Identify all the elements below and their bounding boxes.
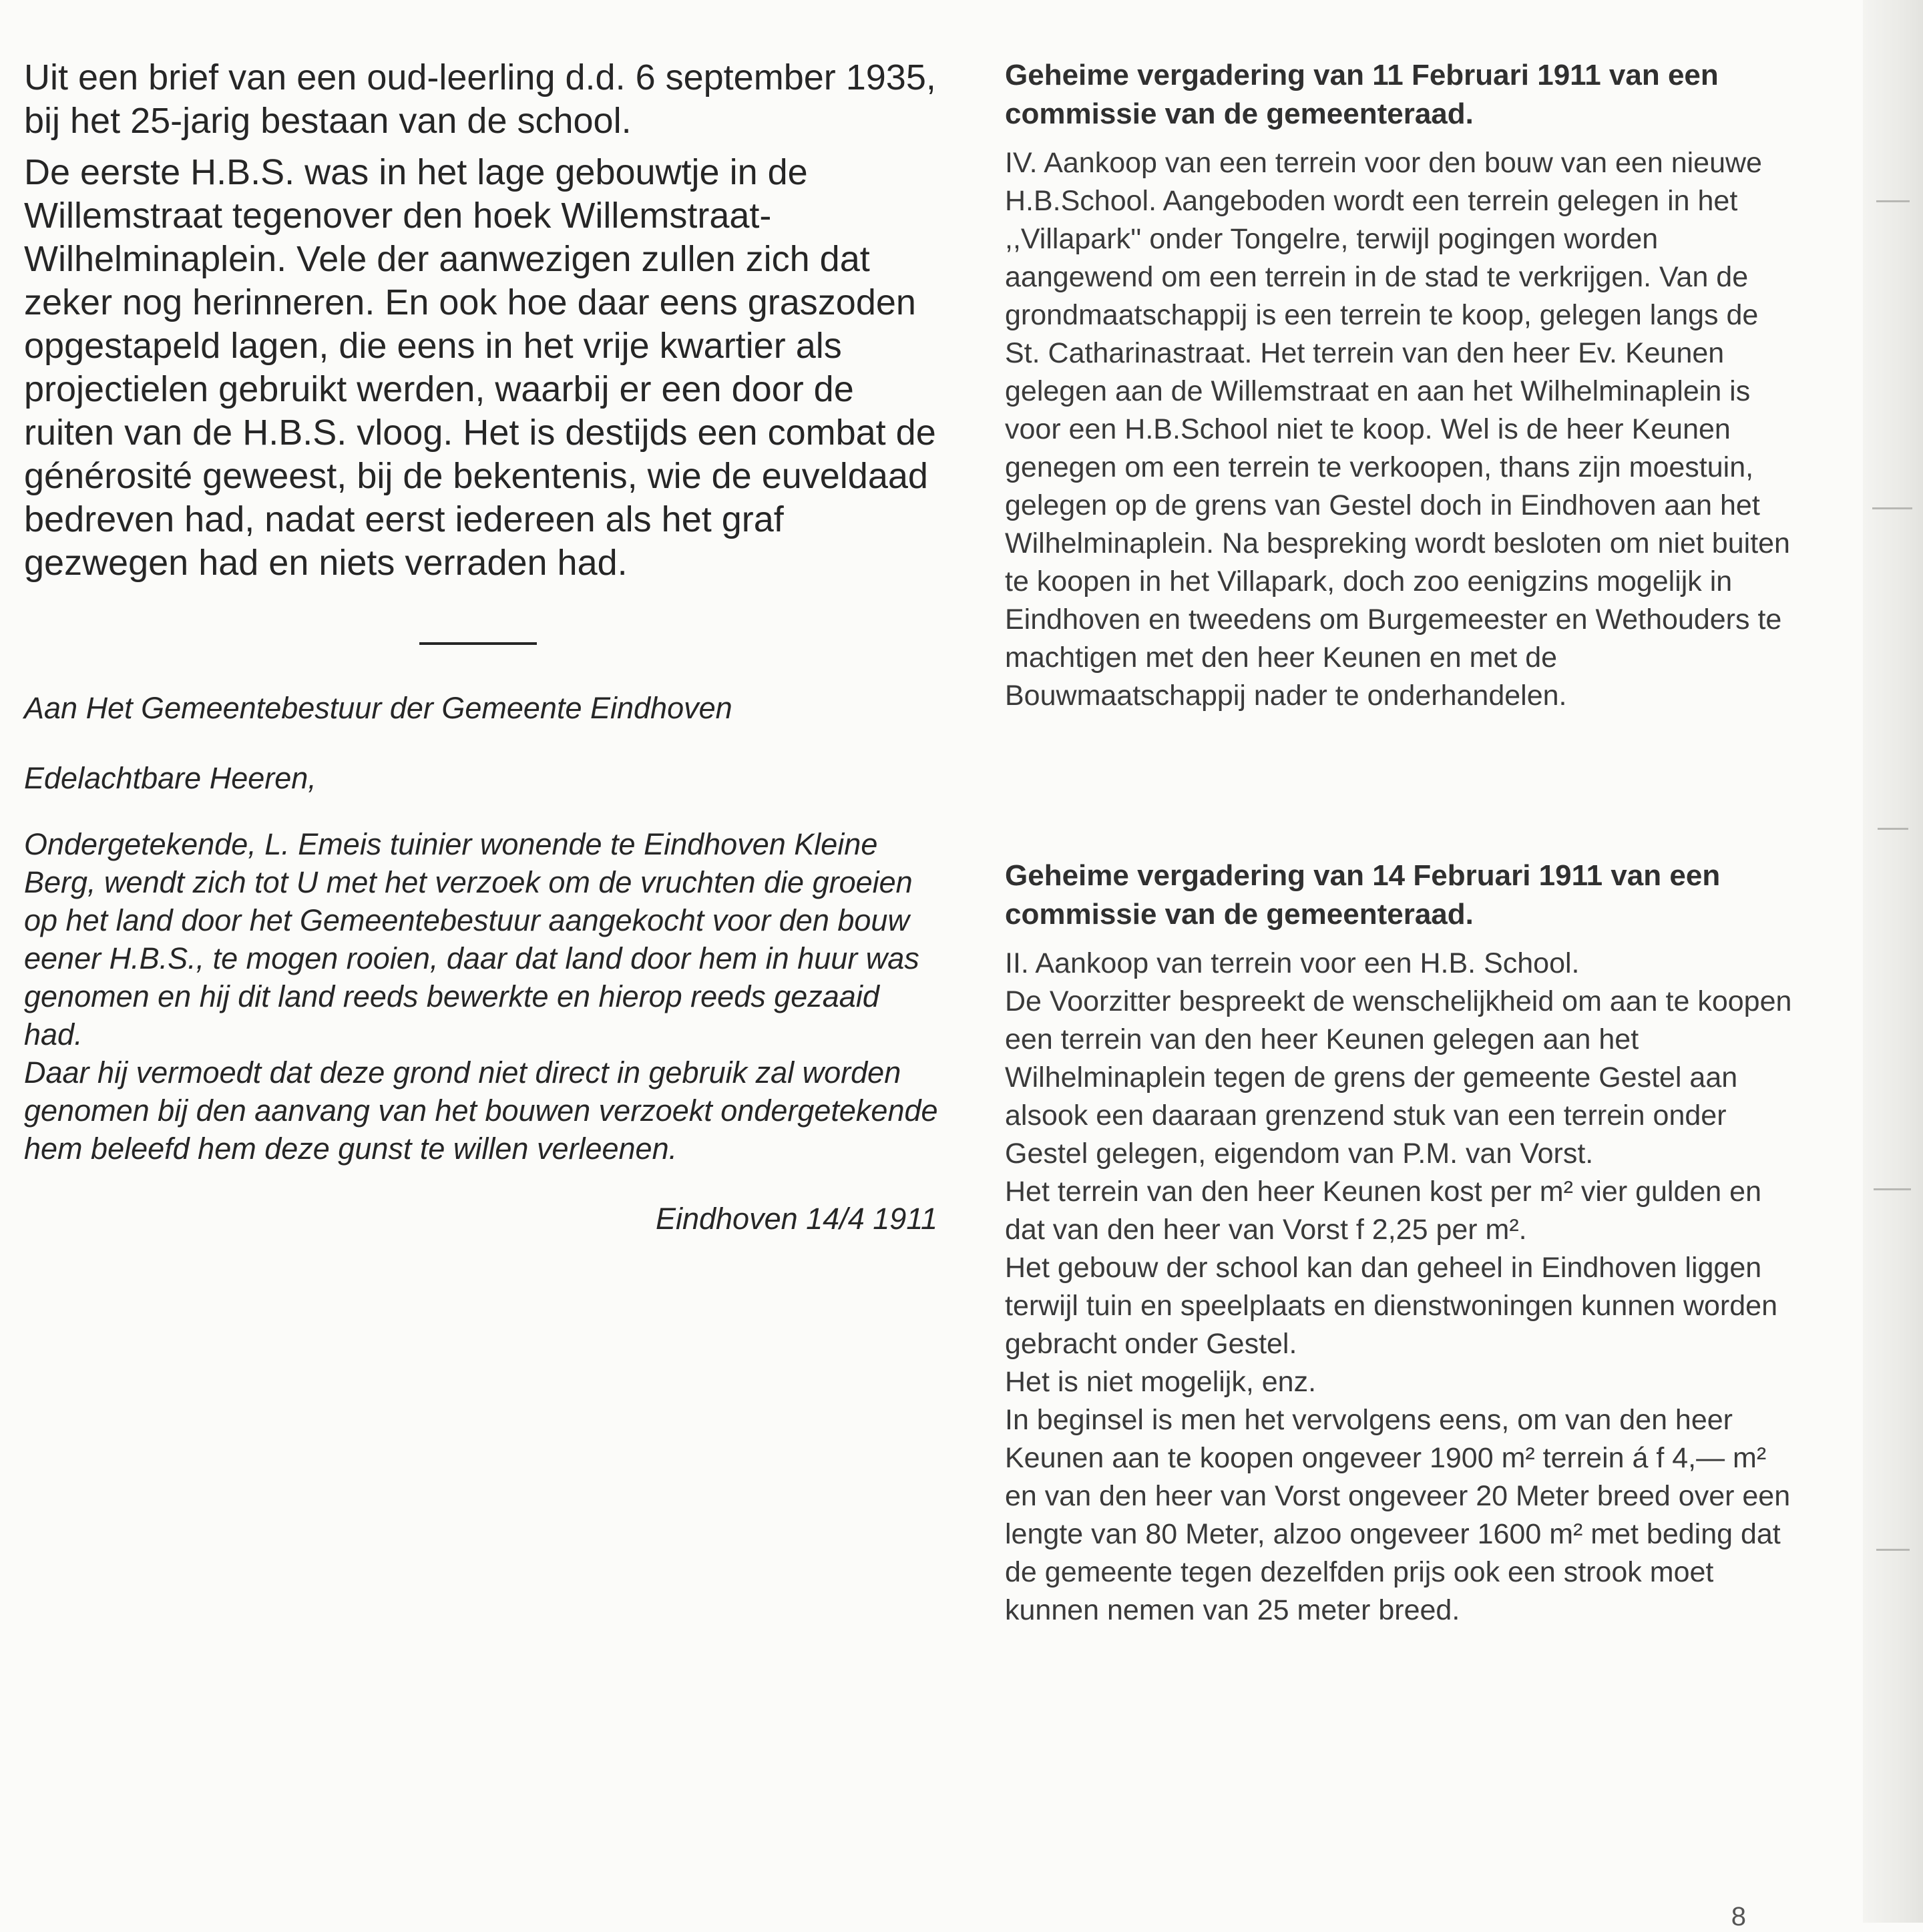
meeting-heading: Geheime vergadering van 14 Februari 1911 van een commissie van de gemeenteraad. <box>1005 859 1721 931</box>
meeting-body <box>1005 144 1799 715</box>
meeting-paragraph: IV. Aankoop van een terrein voor den bouw van een nieuwe H.B.School. Aangeboden wordt een terrein gelegen in het ,,Villapark'' onder Tongelre, terwijl pogingen worden aangewend om een terrein in de stad te verkrijgen. Van de grondmaatschappij is een terrein te koop, gelegen langs de St. Catharinastraat. Het terrein van den heer Ev. Keunen gelegen aan de Willemstraat en aan het Wilhelminaplein is voor een H.B.School niet te koop. Wel is de heer Keunen genegen om een terrein te verkoopen, thans zijn moestuin, gelegen op de grens van Gestel doch in Eindhoven aan het Wilhelminaplein. Na bespreking wordt besloten om niet buiten te koopen in het Villapark, doch zoo eenigzins mogelijk in Eindhoven en tweedens om Burgemeester en Wethouders te machtigen met den heer Keunen en met de Bouwmaatschappij nader te onderhandelen. <box>1005 147 1790 712</box>
letter-paragraph: Daar hij vermoedt dat deze grond niet direct in gebruik zal worden genomen bij den aanvang van het bouwen verzoekt ondergetekende hem beleefd hem deze gunst te willen verleenen. <box>24 1055 938 1166</box>
meeting-line: Het is niet mogelijk, enz. <box>1005 1366 1317 1398</box>
meeting-heading: Geheime vergadering van 11 Februari 1911 van een commissie van de gemeenteraad. <box>1005 59 1719 130</box>
scan-edge-strip <box>1863 0 1923 1923</box>
letter-addressee: Aan Het Gemeentebestuur der Gemeente Eindhoven <box>24 691 732 725</box>
meeting-minutes-11-feb <box>1005 56 1799 715</box>
intro-text: Uit een brief van een oud-leerling d.d. 6 september 1935, bij het 25-jarig bestaan van de school. <box>24 57 936 141</box>
letter <box>24 689 939 1238</box>
left-column <box>24 56 939 1238</box>
letter-date: Eindhoven 14/4 1911 <box>655 1202 937 1236</box>
meeting-line: De Voorzitter bespreekt de wenschelijkheid om aan te koopen een terrein van den heer Keunen gelegen aan het Wilhelminaplein tegen de grens der gemeente Gestel aan alsook een daaraan grenzend stuk van een terrein onder Gestel gelegen, eigendom van P.M. van Vorst. <box>1005 985 1792 1170</box>
page-number: 8 <box>1731 1902 1746 1931</box>
meeting-body <box>1005 945 1799 1630</box>
letter-body <box>24 825 939 1168</box>
letter-salutation: Edelachtbare Heeren, <box>24 761 316 795</box>
meeting-line: Het gebouw der school kan dan geheel in Eindhoven liggen terwijl tuin en speelplaats en dienstwoningen kunnen worden gebracht onder Gestel. <box>1005 1252 1777 1360</box>
meeting-line: II. Aankoop van terrein voor een H.B. School. <box>1005 947 1580 979</box>
letter-paragraph: Ondergetekende, L. Emeis tuinier wonende te Eindhoven Kleine Berg, wendt zich tot U met het verzoek om de vruchten die groeien op het land door het Gemeentebestuur aangekocht voor den bouw eener H.B.S., te mogen rooien, daar dat land door hem in huur was genomen en hij dit land reeds bewerkte en hierop reeds gezaaid had. <box>24 827 919 1051</box>
right-column <box>1005 56 1799 1630</box>
meeting-line: Het terrein van den heer Keunen kost per m² vier gulden en dat van den heer van Vorst f 2,25 per m². <box>1005 1176 1761 1246</box>
section-divider <box>419 642 537 645</box>
meeting-minutes-14-feb <box>1005 857 1799 1630</box>
quote-text: De eerste H.B.S. was in het lage gebouwtje in de Willemstraat tegenover den hoek Willemstraat-Wilhelminaplein. Vele der aanwezigen zullen zich dat zeker nog herinneren. En ook hoe daar eens graszoden opgestapeld lagen, die eens in het vrije kwartier als projectielen gebruikt werden, waarbij er een door de ruiten van de H.B.S. vloog. Het is destijds een combat de générosité geweest, bij de bekentenis, wie de euveldaad bedreven had, nadat eerst iedereen als het graf gezwegen had en niets verraden had. <box>24 152 936 583</box>
meeting-line: In beginsel is men het vervolgens eens, om van den heer Keunen aan te koopen ongeveer 1900 m² terrein á f 4,— m² en van den heer van Vorst ongeveer 20 Meter breed over een lengte van 80 Meter, alzoo ongeveer 1600 m² met beding dat de gemeente tegen dezelfden prijs ook een strook moet kunnen nemen van 25 meter breed. <box>1005 1404 1791 1626</box>
